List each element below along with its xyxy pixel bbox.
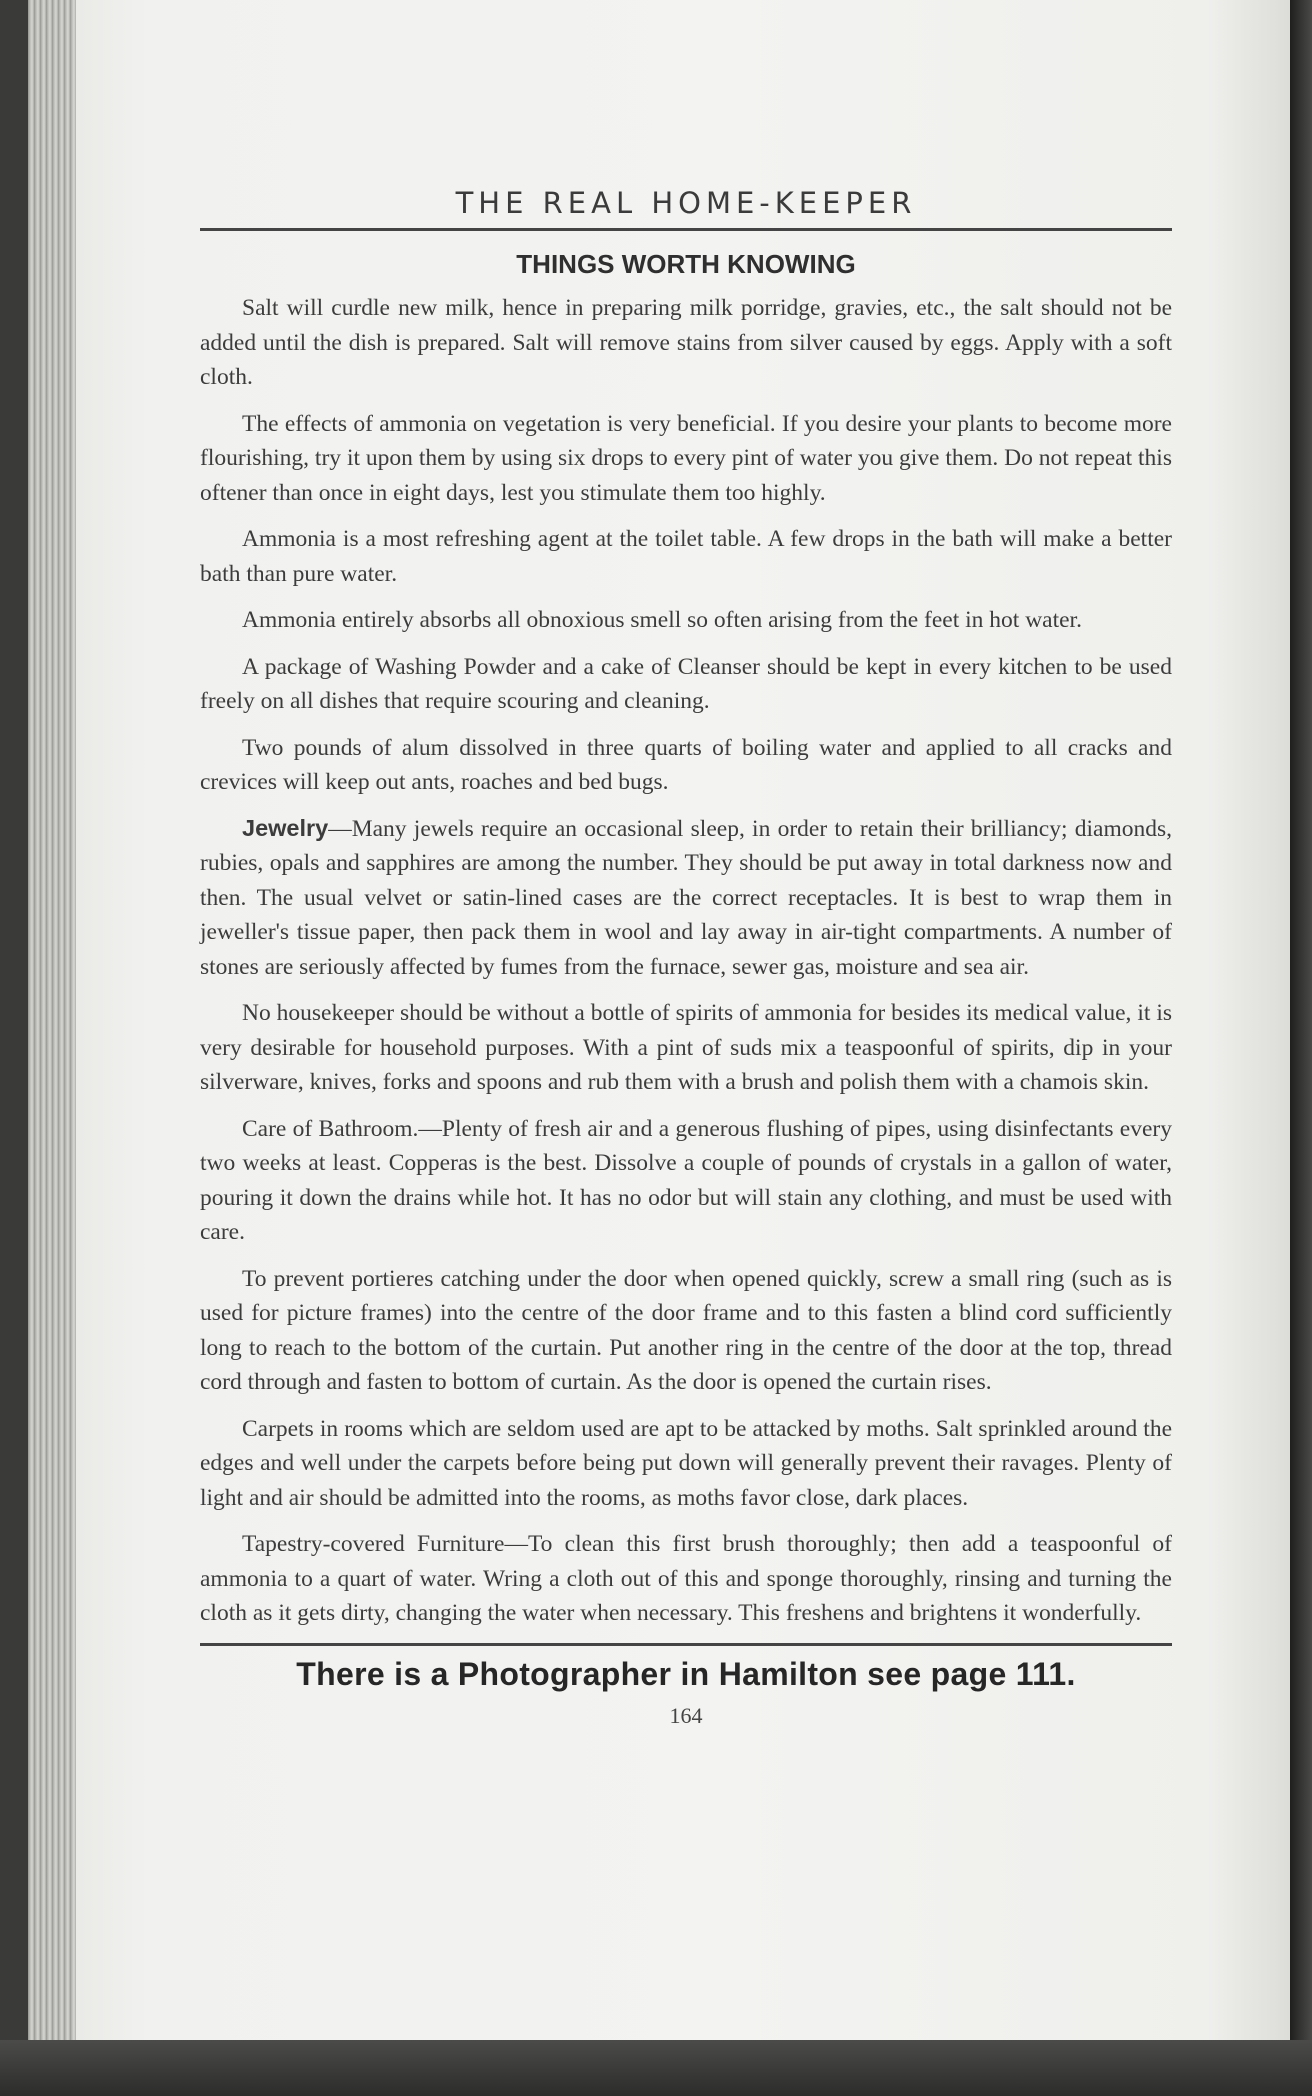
paragraph-ammonia-vegetation: The effects of ammonia on vegetation is very beneficial. If you desire your plants to become more flourishing, try it upon them by using six drops to every pint of water you give them. Do not repeat this oftener than once in eight days, lest you stimulate them too highly.	[200, 410, 1172, 506]
paragraph-portieres: To prevent portieres catching under the door when opened quickly, screw a small ring (such as is used for picture frames) into the centre of the door frame and to this fasten a blind cord sufficiently long to reach to the bottom of the curtain. Put another ring in the centre of the door at the top, thread cord through and fasten to bottom of curtain. As the door is opened the curtain rises.	[200, 1265, 1172, 1395]
page-content	[200, 186, 1172, 1729]
photographer-advert: There is a Photographer in Hamilton see page 111.	[296, 1655, 1076, 1692]
paragraph-ammonia-feet: Ammonia entirely absorbs all obnoxious smell so often arising from the feet in hot water.	[242, 607, 1082, 633]
paragraph-alum: Two pounds of alum dissolved in three quarts of boiling water and applied to all cracks and crevices will keep out ants, roaches and bed bugs.	[200, 734, 1172, 795]
paragraph-salt: Salt will curdle new milk, hence in preparing milk porridge, gravies, etc., the salt should not be added until the dish is prepared. Salt will remove stains from silver caused by eggs. Apply with a soft cloth.	[200, 295, 1172, 390]
paragraph-carpets: Carpets in rooms which are seldom used are apt to be attacked by moths. Salt sprinkled around the edges and well under the carpets before being put down will generally prevent their ravages. Plenty of light and air should be admitted into the rooms, as moths favor close, dark places.	[200, 1415, 1172, 1511]
jewelry-heading: Jewelry	[242, 814, 329, 841]
scan-bottom-edge	[0, 2040, 1312, 2096]
section-title: THINGS WORTH KNOWING	[516, 249, 856, 279]
paragraph-bathroom: Care of Bathroom.—Plenty of fresh air and a generous flushing of pipes, using disinfectants every two weeks at least. Copperas is the best. Dissolve a couple of pounds of crystals in a gallon of water, pouring it down the drains while hot. It has no odor but will stain any clothing, and must be used with care.	[200, 1115, 1172, 1245]
paragraph-jewelry: Jewelry—Many jewels require an occasional sleep, in order to retain their brilliancy; diamonds, rubies, opals and sapphires are among the number. They should be put away in total darkness now and then. The usual velvet or satin-lined cases are the correct receptacles. It is best to wrap them in jeweller's tissue paper, then pack them in wool and lay away in air-tight compartments. A number of stones are seriously affected by fumes from the furnace, sewer gas, moisture and sea air.	[200, 814, 1172, 980]
page-stack-edge	[28, 0, 76, 2040]
paragraph-washing-powder: A package of Washing Powder and a cake of Cleanser should be kept in every kitchen to be used freely on all dishes that require scouring and cleaning.	[200, 653, 1172, 714]
page-number: 164	[669, 1702, 703, 1728]
paragraph-ammonia-toilet: Ammonia is a most refreshing agent at the toilet table. A few drops in the bath will make a better bath than pure water.	[200, 526, 1172, 587]
paragraph-spirits-of-ammonia: No housekeeper should be without a bottle of spirits of ammonia for besides its medical value, it is very desirable for household purposes. With a pint of suds mix a teaspoonful of spirits, dip in your silverware, knives, forks and spoons and rub them with a brush and polish them with a chamois skin.	[200, 1000, 1172, 1095]
paragraph-tapestry: Tapestry-covered Furniture—To clean this first brush thoroughly; then add a teaspoonful of ammonia to a quart of water. Wring a cloth out of this and sponge thoroughly, rinsing and turning the cloth as it gets dirty, changing the water when necessary. This freshens and brightens it wonderfully.	[200, 1531, 1172, 1626]
running-title: THE REAL HOME-KEEPER	[200, 186, 1172, 231]
binding-shadow	[1290, 0, 1312, 2096]
footer-rule	[200, 1643, 1172, 1646]
